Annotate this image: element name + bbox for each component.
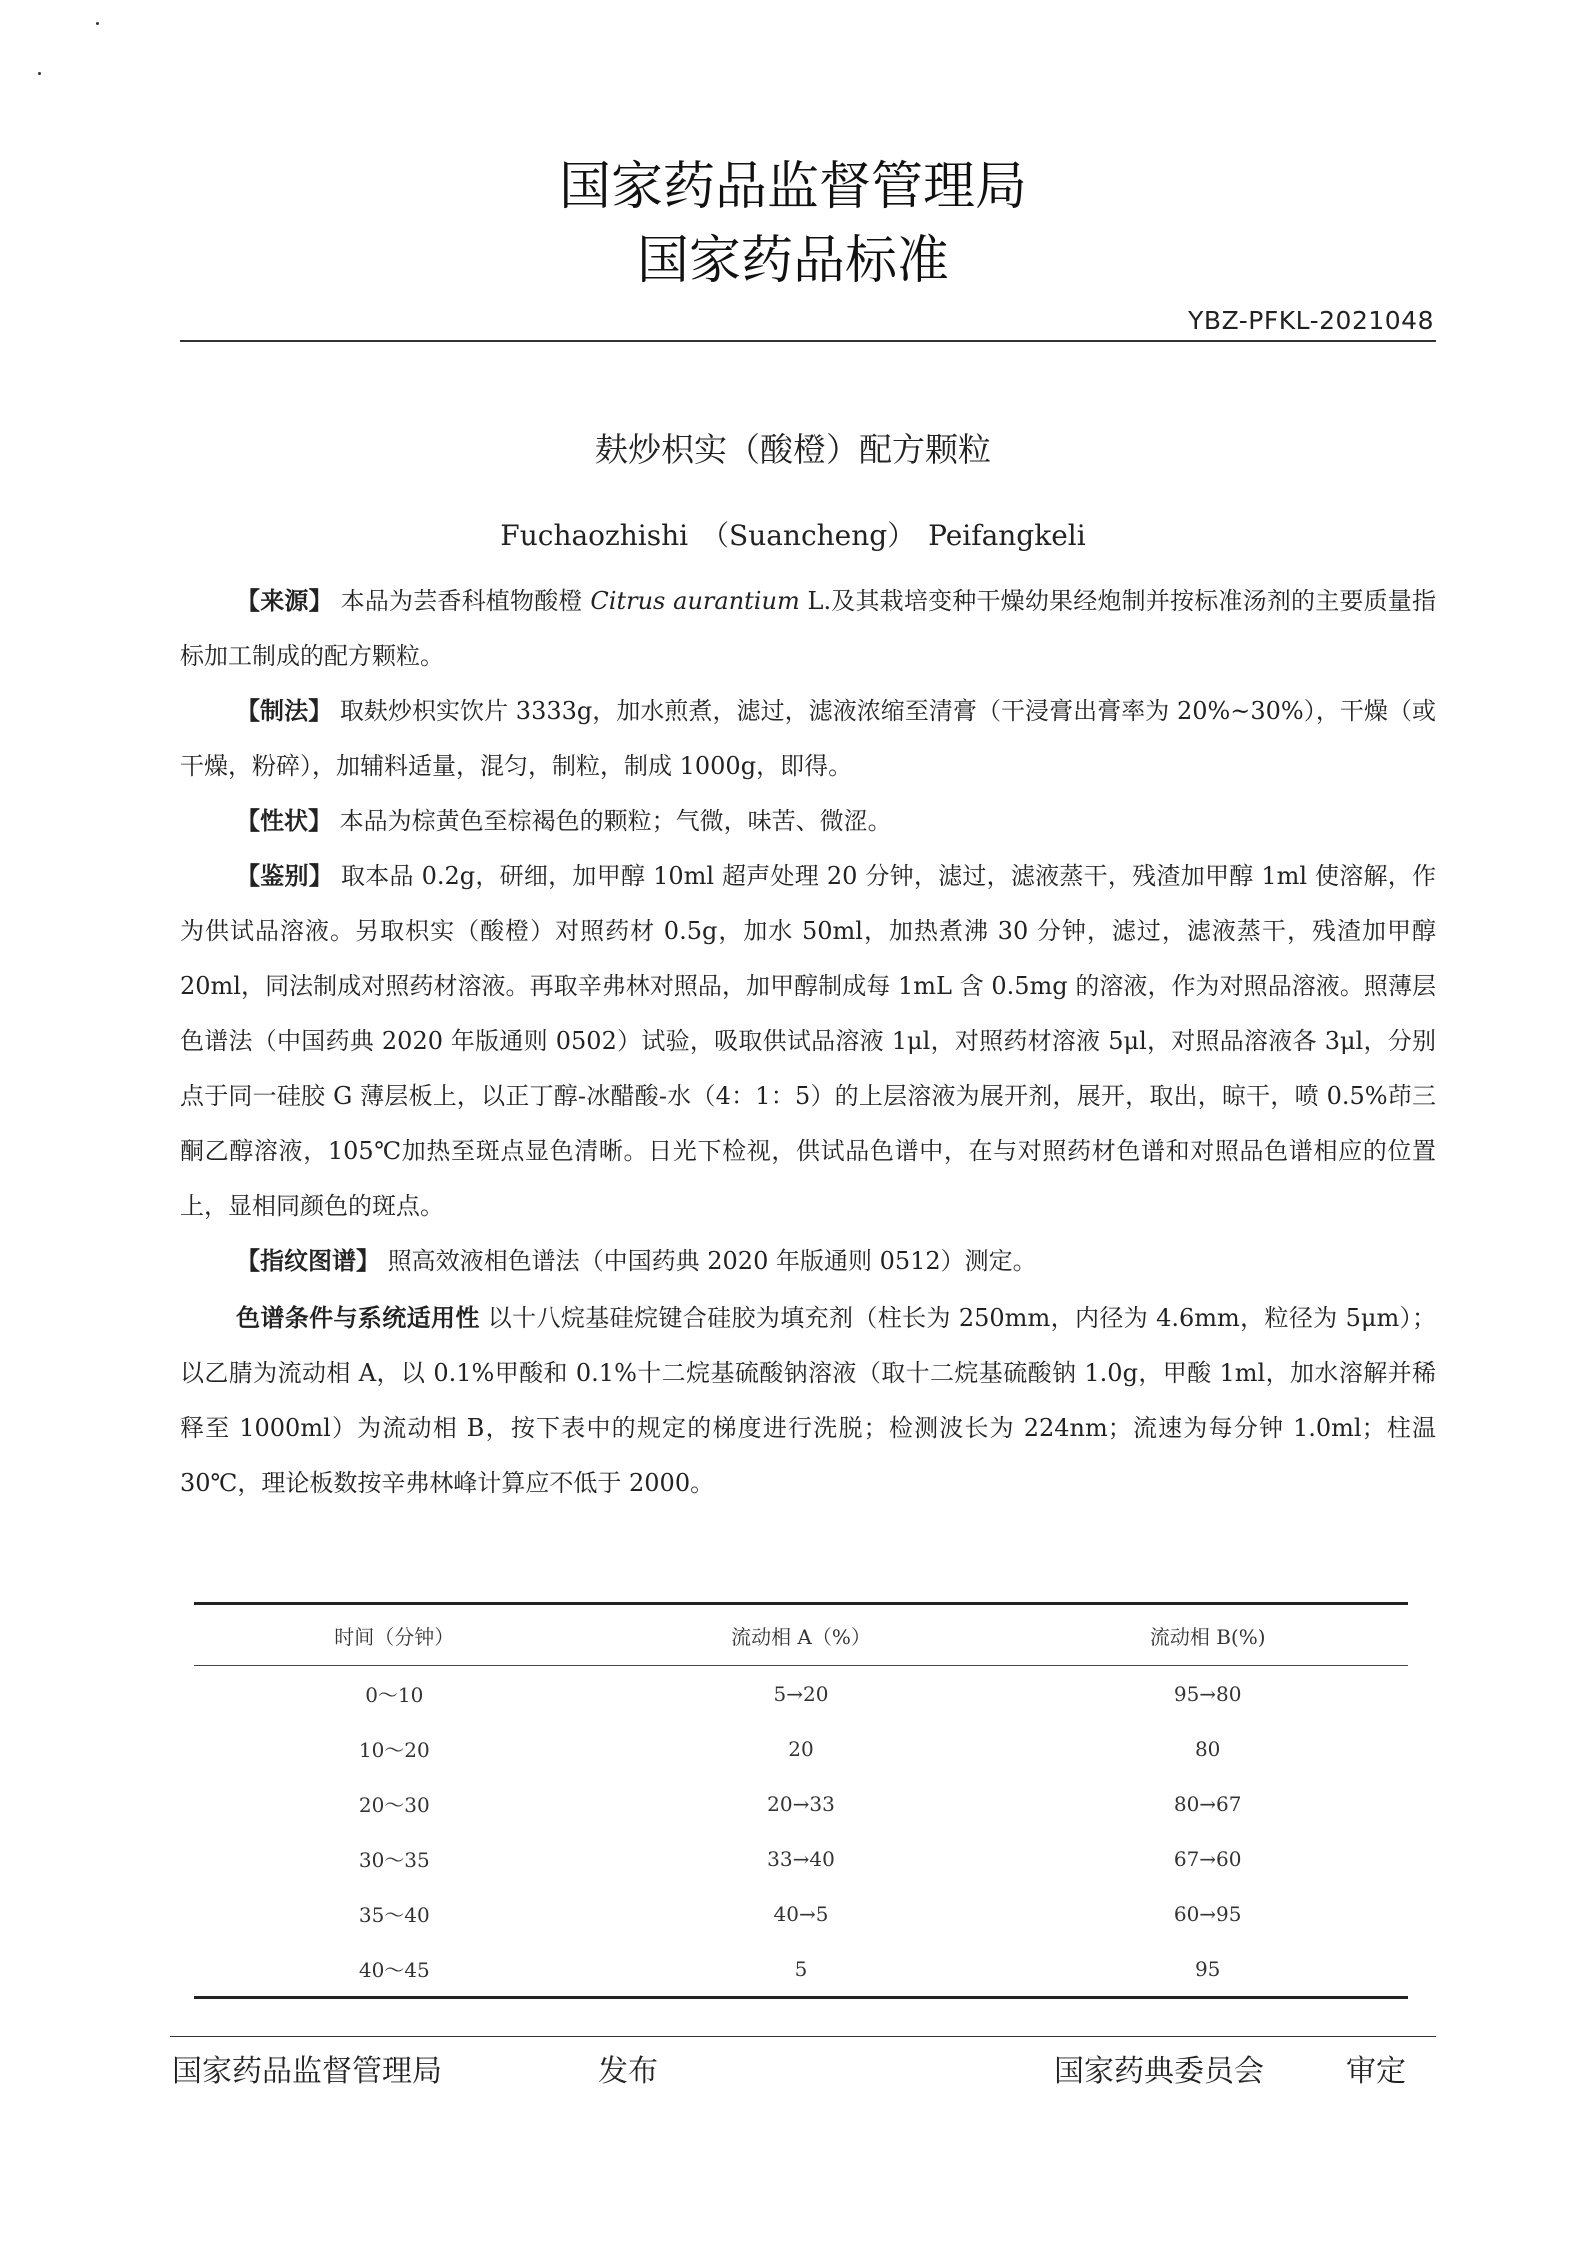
column-header-phase-b: 流动相 B(%) xyxy=(1007,1604,1408,1666)
table-cell: 0～10 xyxy=(365,1683,424,1707)
scan-speck xyxy=(38,72,41,75)
table-cell: 33→40 xyxy=(767,1846,835,1871)
section-label: 【制法】 xyxy=(236,697,333,725)
column-header-phase-a: 流动相 A（%） xyxy=(595,1604,1008,1666)
footer-issuer: 国家药品监督管理局 xyxy=(172,2054,442,2089)
section-conditions xyxy=(180,1291,1436,1511)
table-row xyxy=(194,1831,1408,1886)
section-text: L.及其栽培变种干燥幼果经炮制并按标准汤剂的主要质量指标加工制成的配方颗粒。 xyxy=(180,587,1436,670)
section-identification xyxy=(180,849,1436,1234)
footer-issue-action: 发布 xyxy=(598,2054,658,2089)
document-body xyxy=(180,574,1436,1511)
section-text: 本品为棕黄色至棕褐色的颗粒；气微，味苦、微涩。 xyxy=(339,807,892,835)
section-text: 取本品 0.2g，研细，加甲醇 10ml 超声处理 20 分钟，滤过，滤液蒸干，残渣加甲醇 1ml 使溶解，作为供试品溶液。另取枳实（酸橙）对照药材 0.5g，加水 50ml，加热煮沸 30 分钟，滤过，滤液蒸干，残渣加甲醇 20ml，同法制成对照药材溶液。再取辛弗林对照品，加甲醇制成每 1mL 含 0.5mg 的溶液，作为对照品溶液。照薄层色谱法（中国药典 2020 年版通则 0502）试验，吸取供试品溶液 1μl，对照药材溶液 5μl，对照品溶液各 3μl，分别点于同一硅胶 G 薄层板上，以正丁醇-冰醋酸-水（4：1：5）的上层溶液为展开剂，展开，取出，晾干，喷 0.5%茚三酮乙醇溶液，105℃加热至斑点显色清晰。日光下检视，供试品色谱中，在与对照药材色谱和对照品色谱相应的位置上，显相同颜色的斑点。 xyxy=(180,862,1436,1220)
document-title: 麸炒枳实（酸橙）配方颗粒 xyxy=(595,430,991,469)
section-text: 本品为芸香科植物酸橙 xyxy=(340,587,591,615)
document-subtitle: Fuchaozhishi （Suancheng） Peifangkeli xyxy=(500,519,1086,552)
section-text: 取麸炒枳实饮片 3333g，加水煎煮，滤过，滤液浓缩至清膏（干浸膏出膏率为 20%~30%），干燥（或干燥，粉碎），加辅料适量，混匀，制粒，制成 1000g，即得。 xyxy=(180,697,1436,780)
section-label: 【鉴别】 xyxy=(236,862,334,890)
section-text: 照高效液相色谱法（中国药典 2020 年版通则 0512）测定。 xyxy=(387,1247,1037,1275)
table-cell: 20→33 xyxy=(767,1791,835,1816)
table-cell: 95 xyxy=(1007,1941,1408,1998)
table-row xyxy=(194,1941,1408,1998)
section-preparation xyxy=(180,684,1436,794)
table-row xyxy=(194,1776,1408,1831)
gradient-table xyxy=(194,1602,1408,1999)
section-label: 【指纹图谱】 xyxy=(236,1247,380,1275)
scan-speck xyxy=(96,22,99,25)
section-text: 以十八烷基硅烷键合硅胶为填充剂（柱长为 250mm，内径为 4.6mm，粒径为 5μm）；以乙腈为流动相 A，以 0.1%甲酸和 0.1%十二烷基硫酸钠溶液（取十二烷基硫酸钠 1.0g，甲酸 1ml，加水溶解并稀释至 1000ml）为流动相 B，按下表中的规定的梯度进行洗脱；检测波长为 224nm；流速为每分钟 1.0ml；柱温 30℃，理论板数按辛弗林峰计算应不低于 2000。 xyxy=(180,1304,1436,1497)
table-cell: 80→67 xyxy=(1173,1791,1242,1816)
footer-divider xyxy=(170,2036,1436,2037)
table-cell: 40～45 xyxy=(194,1941,595,1998)
table-cell: 40→5 xyxy=(773,1901,829,1926)
table-cell: 20 xyxy=(788,1736,814,1761)
table-cell: 95→80 xyxy=(1173,1681,1242,1706)
latin-name: Citrus aurantium xyxy=(590,587,800,615)
table-row xyxy=(194,1721,1408,1776)
footer-reviewer: 国家药典委员会 xyxy=(1054,2054,1264,2089)
table-cell: 20～30 xyxy=(358,1793,430,1817)
document-header xyxy=(0,150,1586,298)
table-cell: 35～40 xyxy=(358,1903,430,1927)
header-standard-type: 国家药品标准 xyxy=(636,231,949,291)
section-fingerprint xyxy=(180,1234,1436,1289)
table-row xyxy=(194,1886,1408,1941)
table-cell: 60→95 xyxy=(1173,1901,1242,1926)
footer-review-action: 审定 xyxy=(1346,2054,1406,2089)
standard-number: YBZ-PFKL-2021048 xyxy=(1188,306,1434,335)
section-label: 【性状】 xyxy=(236,807,332,835)
column-header-time: 时间（分钟） xyxy=(194,1604,595,1666)
table-header-row xyxy=(194,1604,1408,1666)
table-cell: 67→60 xyxy=(1173,1846,1242,1871)
section-label: 色谱条件与系统适用性 xyxy=(236,1304,480,1332)
table-cell: 80 xyxy=(1194,1736,1221,1761)
table-row xyxy=(194,1666,1408,1722)
table-cell: 10～20 xyxy=(358,1738,430,1762)
section-source xyxy=(180,574,1436,684)
section-description xyxy=(180,794,1436,849)
header-agency: 国家药品监督管理局 xyxy=(558,157,1027,217)
table-cell: 5 xyxy=(595,1941,1008,1998)
table-cell: 30～35 xyxy=(358,1848,430,1872)
section-label: 【来源】 xyxy=(236,587,333,615)
header-divider xyxy=(180,340,1436,342)
table-cell: 5→20 xyxy=(773,1681,829,1706)
